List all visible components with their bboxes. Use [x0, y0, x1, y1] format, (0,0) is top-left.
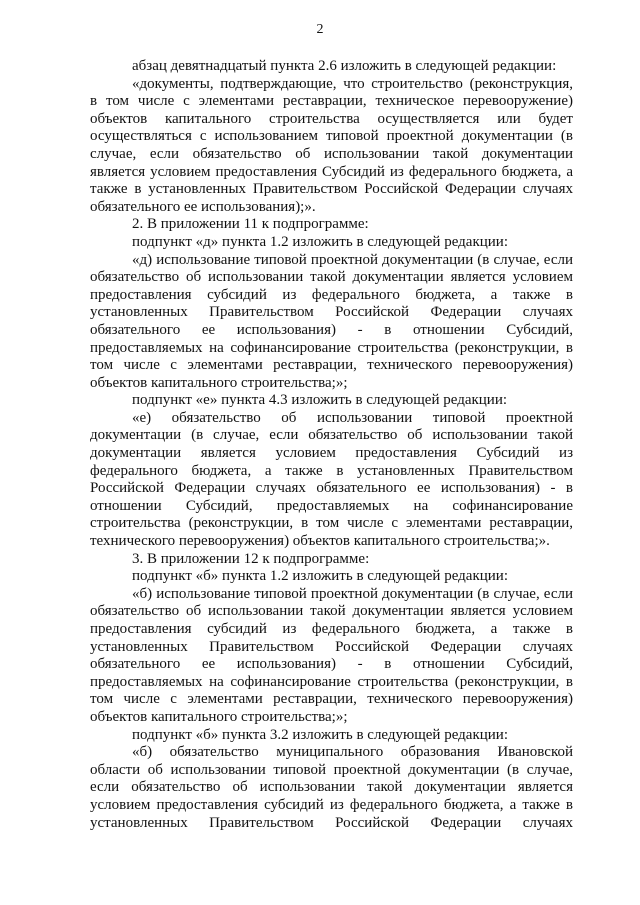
text-line: объектов капитального строительства осуществляется или будет	[90, 110, 573, 127]
text-line: области об использовании типовой проектной документации (в случае,	[90, 761, 573, 778]
text-line: подпункт «е» пункта 4.3 изложить в следующей редакции:	[132, 392, 508, 409]
text-line: обязательного ее использования) - в отношении Субсидий,	[90, 656, 573, 673]
document-body	[90, 58, 573, 832]
text-line: документации (в случае, если обязательство об использовании такой	[90, 427, 573, 444]
text-line: технического перевооружения) объектов капитального строительства;».	[90, 533, 550, 550]
text-line: «б) обязательство муниципального образования Ивановской	[132, 744, 573, 761]
text-line: в том числе с элементами реставрации, техническое перевооружение)	[90, 93, 573, 110]
text-line: установленных Правительством Российской Федерации случаях	[90, 304, 573, 321]
text-line: обязательство об использовании такой документации является условием	[90, 603, 573, 620]
text-line: подпункт «д» пункта 1.2 изложить в следующей редакции:	[132, 233, 508, 250]
text-line: предоставления субсидий из федерального бюджета, а также в	[90, 286, 573, 303]
text-line: 3. В приложении 12 к подпрограмме:	[132, 550, 370, 567]
text-line: том числе с элементами реставрации, технического перевооружения)	[90, 691, 573, 708]
text-line: абзац девятнадцатый пункта 2.6 изложить в следующей редакции:	[132, 58, 557, 74]
text-line: является условием предоставления Субсидий из федерального бюджета, а	[90, 163, 573, 180]
text-line: отношении Субсидий, предоставляемых на софинансирование	[90, 497, 573, 514]
text-line: том числе с элементами реставрации, технического перевооружения)	[90, 357, 573, 374]
text-line: случае, если обязательство об использовании такой документации	[90, 145, 573, 162]
text-line: обязательного ее использования);».	[90, 198, 316, 215]
text-line: обязательного ее использования) - в отношении Субсидий,	[90, 321, 573, 338]
text-line: осуществляться с использованием типовой проектной документации (в	[90, 128, 573, 145]
text-line: «д) использование типовой проектной документации (в случае, если	[132, 251, 573, 268]
page-number: 2	[316, 22, 324, 37]
text-line: «б) использование типовой проектной документации (в случае, если	[132, 585, 573, 602]
text-line: строительства (реконструкции, в том числе с элементами реставрации,	[90, 515, 573, 532]
text-line: также в установленных Правительством Российской Федерации случаях	[90, 181, 573, 198]
text-line: обязательство об использовании такой документации является условием	[90, 269, 573, 286]
text-line: установленных Правительством Российской Федерации случаях	[90, 814, 573, 831]
text-line: подпункт «б» пункта 3.2 изложить в следующей редакции:	[132, 726, 508, 743]
text-line: если обязательство об использовании такой документации является	[90, 779, 573, 796]
text-line: предоставляемых на софинансирование строительства (реконструкции, в	[90, 339, 573, 356]
text-line: предоставляемых на софинансирование строительства (реконструкции, в	[90, 673, 573, 690]
text-line: 2. В приложении 11 к подпрограмме:	[132, 216, 369, 233]
text-line: объектов капитального строительства;»;	[90, 708, 348, 725]
text-line: установленных Правительством Российской Федерации случаях	[90, 638, 573, 655]
text-line: Российской Федерации случаях обязательного ее использования) - в	[90, 480, 573, 497]
text-line: предоставления субсидий из федерального бюджета, а также в	[90, 621, 573, 637]
text-line: федерального бюджета, а также в установленных Правительством	[90, 462, 573, 479]
text-line: условием предоставления субсидий из федерального бюджета, а также в	[90, 796, 573, 813]
text-line: документации является условием предоставления Субсидий из	[90, 445, 573, 462]
text-line: «е) обязательство об использовании типовой проектной	[132, 409, 573, 426]
text-line: подпункт «б» пункта 1.2 изложить в следующей редакции:	[132, 568, 508, 585]
text-line: «документы, подтверждающие, что строительство (реконструкция,	[132, 75, 573, 92]
text-line: объектов капитального строительства;»;	[90, 374, 348, 391]
